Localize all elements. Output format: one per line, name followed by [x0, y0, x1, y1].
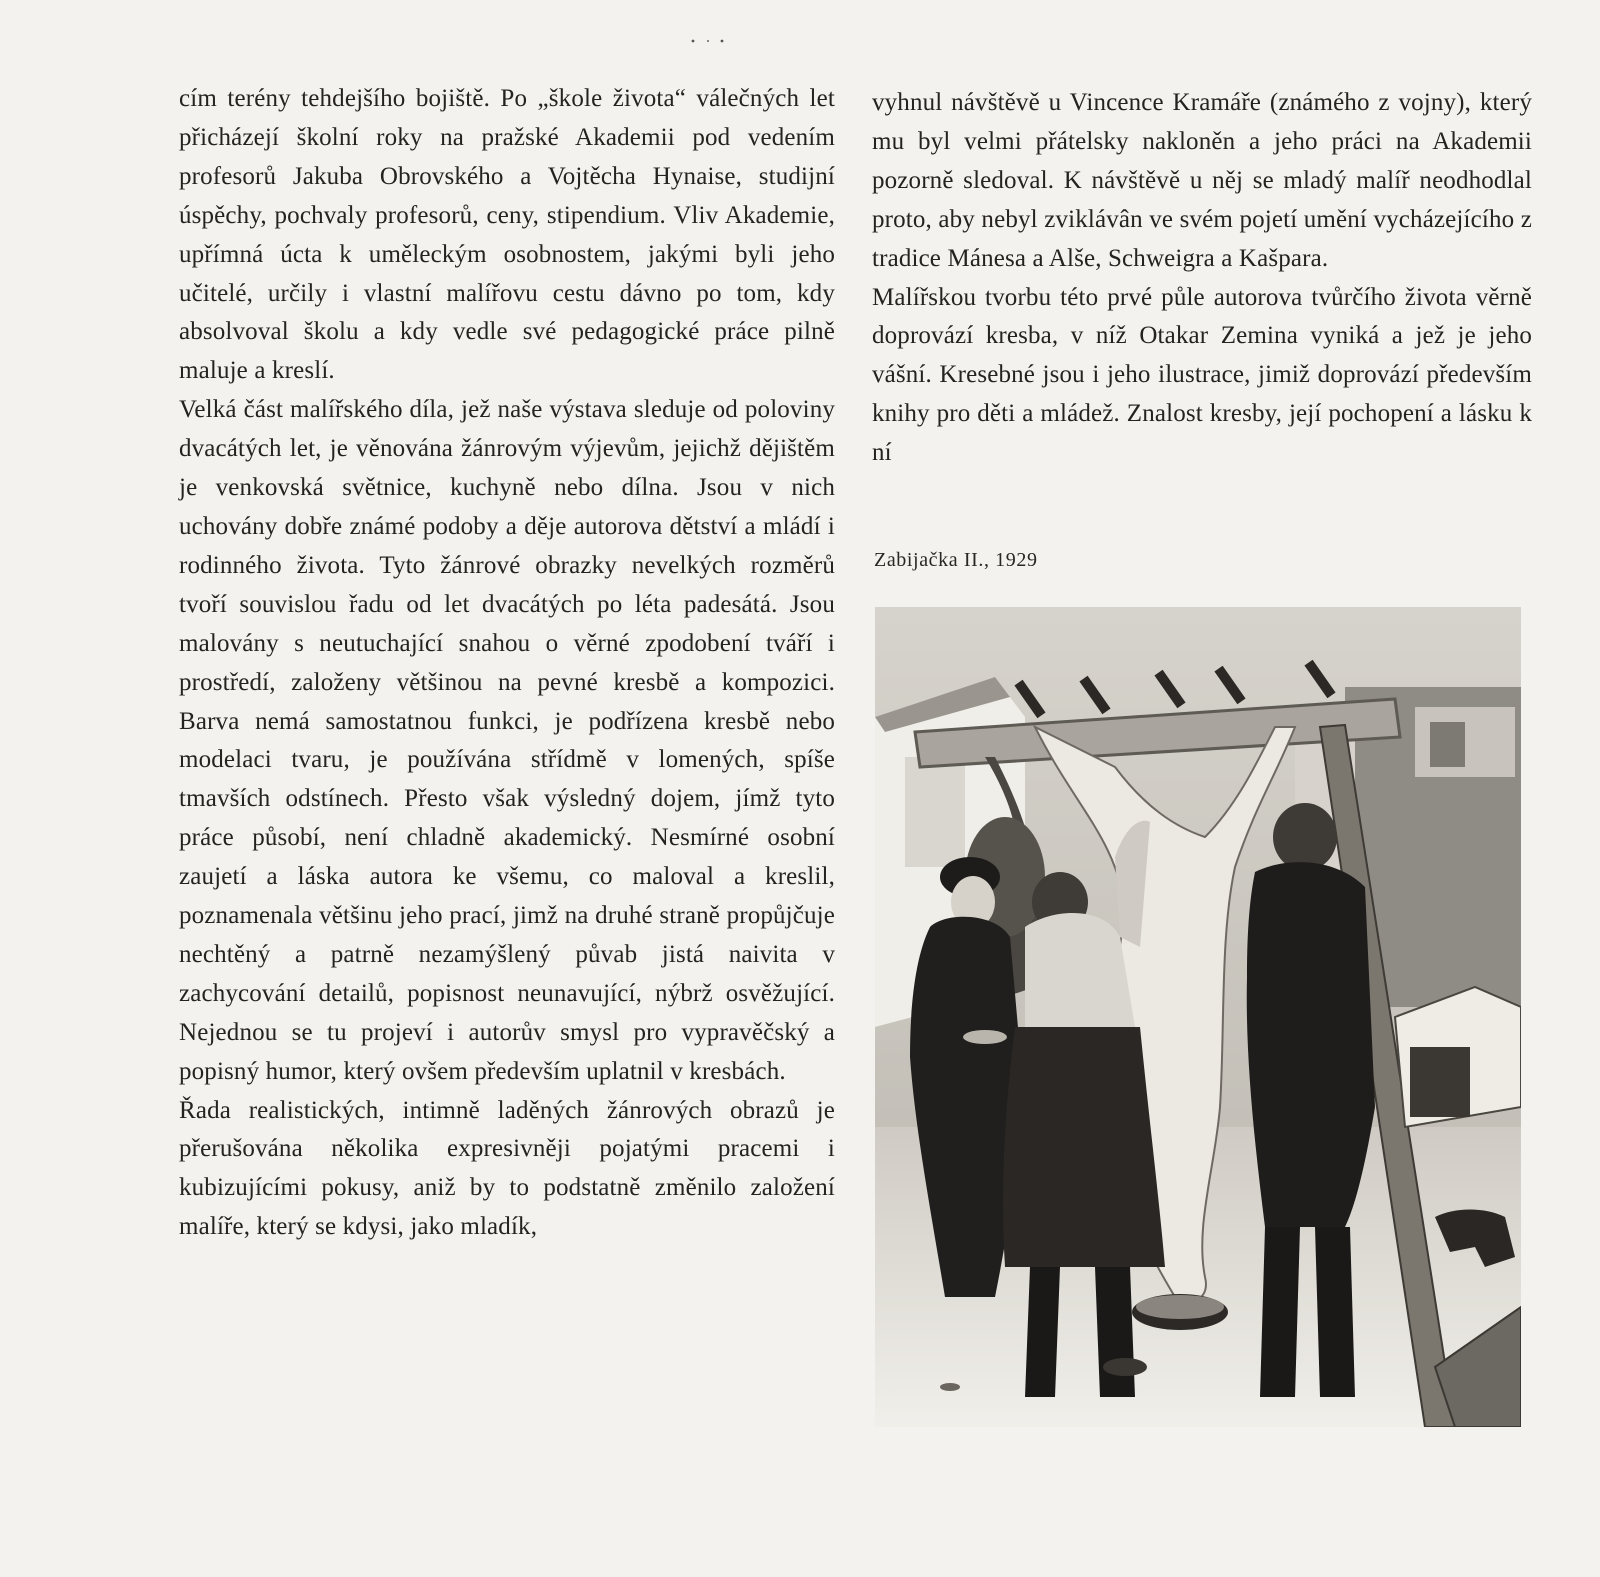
paragraph: Malířskou tvorbu této prvé půle autorova tvůrčího života věrně doprovází kresba, v níž Otakar Zemina vyniká a jež je jeho vášní. Kresebné jsou i jeho ilustrace, jimiž doprovází především knihy pro děti a mládež. Znalost kresby, její pochopení a lásku k ní	[872, 283, 1532, 467]
figure-caption: Zabijačka II., 1929	[874, 549, 1038, 571]
painting-reproduction	[875, 607, 1521, 1427]
paragraph: Velká část malířského díla, jež naše výstava sleduje od poloviny dvacátých let, je věnována žánrovým výjevům, jejichž dějištěm je venkovská světnice, kuchyně nebo dílna. Jsou v nich uchovány dobře známé podoby a děje autorova dětství a mládí i rodinného života. Tyto žánrové obrazky nevelkých rozměrů tvoří souvislou řadu od let dvacátých po léta padesátá. Jsou malovány s neutuchající snahou o věrné zpodobení tváří i prostředí, založeny většinou na pevné kresbě a kompozici. Barva nemá samostatnou funkci, je podřízena kresbě nebo modelaci tvaru, je používána střídmě v lomených, spíše tmavších odstínech. Přesto však výsledný dojem, jímž tyto práce působí, není chladně akademický. Nesmírné osobní zaujetí a láska autora ke všemu, co maloval a kreslil, poznamenala většinu jeho prací, jimž na druhé straně propůjčuje nechtěný a patrně nezamýšlený půvab jistá naivita v zachycování detailů, popisnost neunavující, nýbrž osvěžující. Nejednou se tu projeví i autorův smysl pro vypravěčský a popisný humor, který ovšem především uplatnil v kresbách.	[179, 396, 835, 1085]
paragraph: cím terény tehdejšího bojiště. Po „škole života“ válečných let přicházejí školní roky na pražské Akademii pod vedením profesorů Jakuba Obrovského a Vojtěcha Hynaise, studijní úspěchy, pochvaly profesorů, ceny, stipendium. Vliv Akademie, upřímná úcta k uměleckým osobnostem, jakými byli jeho učitelé, určily i vlastní malířovu cestu dávno po tom, kdy absolvoval školu a kdy vedle své pedagogické práce pilně maluje a kreslí.	[179, 85, 835, 385]
right-text-column	[872, 84, 1532, 473]
slaughter-scene-image	[875, 607, 1521, 1427]
paragraph: vyhnul návštěvě u Vincence Kramáře (známého z vojny), který mu byl velmi přátelsky nakloněn a jeho práci na Akademii pozorně sledoval. K návštěvě u něj se mladý malíř neodhodlal proto, aby nebyl zviklávân ve svém pojetí umění vycházejícího z tradice Mánesa a Alše, Schweigra a Kašpara.	[872, 89, 1532, 272]
print-smudge	[690, 30, 730, 34]
left-text-column	[179, 80, 835, 1247]
paragraph: Řada realistických, intimně laděných žánrových obrazů je přerušována několika expresivněji pojatými pracemi i kubizujícími pokusy, aniž by to podstatně změnilo založení malíře, který se kdysi, jako mladík,	[179, 1096, 835, 1241]
